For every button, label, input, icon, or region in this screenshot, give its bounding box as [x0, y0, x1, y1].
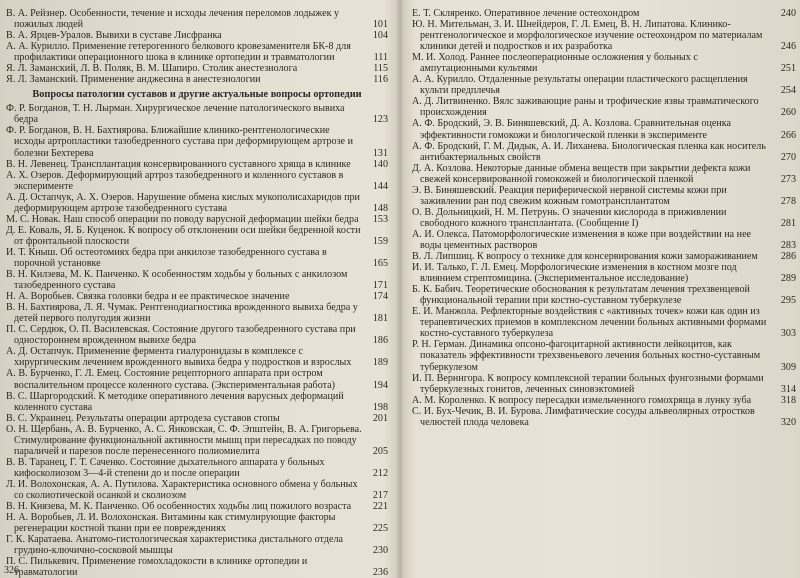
toc-entry-page: 318 [780, 394, 796, 406]
toc-entry [412, 373, 796, 395]
toc-entry [6, 63, 388, 74]
toc-entry [6, 125, 388, 158]
toc-entry [6, 8, 388, 30]
toc-entry [412, 8, 796, 19]
toc-entry-text: А. Д. Остапчук, А. Х. Озеров. Нарушение обмена кислых мукополисахаридов при деформирующем артрозе тазобедренного сустава [6, 191, 360, 214]
entries-right [412, 8, 796, 428]
toc-entry [6, 291, 388, 302]
toc-entry-page: 286 [780, 251, 796, 263]
toc-entry-page: 251 [780, 63, 796, 75]
toc-entry-text: В. Н. Бахтиярова, Л. Я. Чумак. Рентгенодиагностика врожденного вывиха бедра у детей первого полугодия жизни [6, 302, 358, 325]
toc-entry-page: 281 [780, 217, 796, 229]
toc-entry-text: А. А. Курилло. Применение гетерогенного белкового кровезаменителя БК-8 для профилактики операционного шока в клинике ортопедии и травматологии [6, 41, 351, 64]
toc-entry-text: В. В. Таранец, Г. Т. Саченко. Состояние дыхательного аппарата у больных кифосколиозом 3—4-й степени до и после операции [6, 456, 325, 479]
toc-entry-page: 205 [372, 445, 388, 457]
toc-entry-text: Н. А. Воробьев, Л. И. Волохонская. Витамины как стимулирующие факторы регенерации костной ткани при ее повреждениях [6, 512, 336, 535]
toc-entry-text: П. С. Пилькевич. Применение гомохладокости в клинике ортопедии и травматологии [6, 556, 308, 578]
entries-top [6, 8, 388, 85]
toc-entry [412, 262, 796, 284]
toc-entry [412, 163, 796, 185]
toc-entry-text: Ф. Р. Богданов, В. Н. Бахтиярова. Ближайшие клинико-рентгенологические исходы артропластики тазобедренного сустава при деформирующем артрозе и болезни Бехтерева [6, 125, 353, 159]
toc-entry-page: 295 [780, 295, 796, 307]
toc-entry-page: 236 [372, 567, 388, 578]
toc-entry [6, 269, 388, 291]
toc-entry-page: 186 [372, 335, 388, 347]
toc-entry-page: 165 [372, 257, 388, 269]
toc-entry-page: 254 [780, 85, 796, 97]
toc-entry-text: Э. В. Биняшевский. Реакция периферической нервной системы кожи при заживлении ран под свежим кожным гомотрансплантатом [412, 184, 727, 207]
toc-entry-text: Г. К. Каратаева. Анатомо-гистологическая характеристика дистального отдела грудино-ключично-сосковой мышцы [6, 534, 343, 557]
toc-entry [6, 413, 388, 424]
toc-entry-page: 123 [372, 114, 388, 126]
toc-entry-text: А. И. Олекса. Патоморфологические изменения в коже при воздействии на нее воды цементных растворов [412, 228, 752, 251]
toc-entry [6, 534, 388, 556]
toc-entry [6, 214, 388, 225]
toc-entry [412, 284, 796, 306]
toc-entry [6, 512, 388, 534]
toc-entry-text: Н. А. Воробьев. Связка головки бедра и ее практическое значение [6, 291, 290, 303]
toc-entry-page: 309 [780, 361, 796, 373]
toc-entry-page: 273 [780, 173, 796, 185]
toc-entry [412, 339, 796, 372]
toc-entry-page: 104 [372, 30, 388, 42]
toc-entry-text: В. С. Шаргородский. К методике оперативного лечения варусных деформаций коленного сустава [6, 390, 344, 413]
toc-entry [6, 424, 388, 457]
toc-entry-page: 174 [372, 291, 388, 303]
toc-entry-text: Д. Е. Коваль, Я. Б. Куценок. К вопросу об отклонении оси шейки бедренной кости от фронтальной плоскости [6, 224, 361, 247]
toc-entry-text: А. Д. Литвиненко. Вялс заживающие раны и трофические язвы травматического происхождения [412, 96, 759, 119]
toc-entry [6, 41, 388, 63]
toc-entry [6, 159, 388, 170]
toc-entry-text: А. Ф. Бродский, Э. В. Биняшевский, Д. А. Козлова. Сравнительная оценка эффективности гомокожи и биологической пленки в эксперименте [412, 118, 731, 141]
toc-entry-text: Я. Л. Заманский. Применение анджесина в анестезиологии [6, 74, 261, 86]
toc-entry-page: 111 [373, 52, 388, 64]
toc-entry [6, 556, 388, 578]
toc-entry [6, 346, 388, 368]
toc-entry-page: 194 [372, 379, 388, 391]
toc-entry [6, 324, 388, 346]
toc-entry-text: С. И. Бух-Чечик, В. И. Бурова. Лимфатические сосуды альвеолярных отростков челюстей плода человека [412, 405, 755, 428]
toc-entry-text: Е. Т. Скляренко. Оперативное лечение остеохондром [412, 8, 640, 19]
toc-entry-page: 201 [372, 412, 388, 424]
toc-entry-text: А. М. Короленко. К вопросу пересадки измельченного гомохряща в лунку зуба [412, 394, 752, 406]
toc-entry-text: М. С. Новак. Наш способ операции по поводу варусной деформации шейки бедра [6, 213, 359, 225]
toc-entry-page: 266 [780, 129, 796, 141]
toc-entry-page: 225 [372, 523, 388, 535]
toc-entry [6, 501, 388, 512]
toc-entry-text: И. Т. Кныш. Об остеотомиях бедра при анкилозе тазобедренного сустава в порочной установке [6, 246, 327, 269]
toc-entry-text: А. А. Курилло. Отдаленные результаты операции пластического расщепления культи предплечья [412, 74, 748, 97]
toc-entry-page: 115 [373, 63, 388, 75]
toc-entry-text: М. И. Холод. Раннее послеоперационные осложнения у больных с ампутационными культями [412, 52, 698, 75]
toc-entry-text: Е. И. Манжола. Рефлекторные воздействия с «активных точек» кожи как один из терапевтических приемов в комплексном лечении больных активными формами костно-суставного туберкулеза [412, 306, 767, 340]
toc-entry-text: Л. И. Волохонская, А. А. Путилова. Характеристика основного обмена у больных со сколиотической осанкой и сколиозом [6, 478, 358, 501]
toc-entry-page: 181 [372, 313, 388, 325]
entries-main [6, 103, 388, 578]
toc-entry [412, 52, 796, 74]
toc-entry-text: А. В. Бурченко, Г. Л. Емец. Состояние рецепторного аппарата при остром воспалительном процессе коленного сустава. (Экспериментальная работа) [6, 368, 335, 391]
page-gutter [396, 0, 404, 578]
toc-entry [6, 368, 388, 390]
toc-entry [6, 225, 388, 247]
right-page [412, 8, 796, 568]
toc-entry [6, 479, 388, 501]
toc-entry [6, 302, 388, 324]
toc-entry-text: И. И. Талько, Г. Л. Емец. Морфологические изменения в костном мозге под влиянием стрептомицина. (Экспериментальное исследование) [412, 262, 737, 285]
toc-entry [6, 74, 388, 85]
toc-entry [412, 207, 796, 229]
toc-entry [412, 406, 796, 428]
toc-entry-text: В. Л. Липшиц. К вопросу о технике для консервирования кожи замораживанием [412, 251, 758, 263]
page-number-left: 326 [4, 565, 19, 576]
toc-entry [412, 74, 796, 96]
toc-entry [6, 457, 388, 479]
toc-entry [6, 170, 388, 192]
toc-entry-page: 230 [372, 545, 388, 557]
toc-entry-text: Д. А. Козлова. Некоторые данные обмена веществ при закрытии дефекта кожи свежей консервированной гомокожей и биологической пленкой [412, 162, 751, 185]
toc-entry-text: О. Н. Щербань, А. В. Бурченко, А. С. Янковская, С. Ф. Эпштейн, В. А. Григорьева. Стимулирование функциональной активности мышц при пересадках по поводу параличей и парезов после перенесенного полиомиелита [6, 423, 362, 457]
toc-entry-text: В. А. Ярцев-Уралов. Вывихи в суставе Лисфранка [6, 30, 222, 42]
toc-entry-page: 320 [780, 416, 796, 428]
toc-entry-text: П. С. Сердюк, О. П. Василевская. Состояние другого тазобедренного сустава при одностороннем врожденном вывихе бедра [6, 324, 356, 347]
toc-entry-text: Б. К. Бабич. Теоретические обоснования к результатам лечения трехзвенцевой функциональной терапии при костно-суставном туберкулезе [412, 284, 750, 307]
toc-entry-text: В. А. Рейзнер. Особенности, течение и исходы лечения переломов лодыжек у пожилых людей [6, 8, 340, 31]
toc-entry-page: 303 [780, 328, 796, 340]
toc-entry-page: 278 [780, 195, 796, 207]
toc-entry-page: 283 [780, 239, 796, 251]
toc-entry-page: 198 [372, 401, 388, 413]
toc-entry-text: А. Ф. Бродский, Г. М. Дидык, А. И. Лиханева. Биологическая пленка как носитель антибактериальных свойств [412, 140, 766, 163]
toc-entry-page: 246 [780, 41, 796, 53]
toc-entry-page: 260 [780, 107, 796, 119]
section-title: Вопросы патологии суставов и другие актуальные вопросы ортопедии [32, 89, 362, 101]
toc-entry [412, 185, 796, 207]
toc-entry-page: 270 [780, 151, 796, 163]
toc-entry-page: 116 [373, 74, 388, 86]
toc-entry [412, 141, 796, 163]
toc-entry [6, 247, 388, 269]
toc-entry-page: 189 [372, 357, 388, 369]
toc-entry-page: 131 [372, 147, 388, 159]
toc-entry-text: В. Н. Князева, М. К. Панченко. Об особенностях ходьбы лиц пожилого возраста [6, 501, 352, 513]
toc-entry-text: Я. Л. Заманский, Л. В. Поляк, В. М. Шапиро. Столик анестезиолога [6, 63, 298, 75]
toc-entry-text: И. П. Верннгора. К вопросу комплексной терапии больных фунгозными формами туберкулезных гонитов, леченных синовэктомией [412, 372, 764, 395]
toc-entry-page: 171 [372, 280, 388, 292]
toc-entry-page: 240 [780, 8, 796, 19]
toc-entry-text: В. Н. Кнлзева, М. К. Панченко. К особенностям ходьбы у больных с анкилозом тазобедренного сустава [6, 269, 348, 292]
toc-entry [412, 118, 796, 140]
toc-entry-text: В. С. Украинец. Результаты операции артродеза суставов стопы [6, 412, 280, 424]
toc-entry [6, 103, 388, 125]
toc-entry-page: 314 [780, 383, 796, 395]
toc-entry-text: Ф. Р. Богданов, Т. Н. Лырман. Хирургическое лечение патологического вывиха бедра [6, 103, 345, 126]
toc-entry-text: А. Д. Остапчук. Применение фермента гиалуронидазы в комплексе с хирургическим лечением врожденного вывиха бедра у подростков и взрослых [6, 346, 352, 369]
toc-entry-text: Ю. Н. Мительман, З. И. Шнейдеров, Г. Л. Емец, В. Н. Липатова. Клинико-рентгенологическое и морфологическое изучение остеохондром по материалам клиники детей и подростков и их разработка [412, 19, 763, 53]
toc-entry-text: А. Х. Озеров. Деформирующий артроз тазобедренного и коленного суставов в эксперименте [6, 169, 344, 192]
toc-entry [412, 306, 796, 339]
toc-entry-page: 159 [372, 235, 388, 247]
toc-entry [6, 391, 388, 413]
toc-entry-page: 148 [372, 202, 388, 214]
toc-entry [412, 395, 796, 406]
toc-entry-page: 144 [372, 180, 388, 192]
toc-entry-text: О. В. Дольницкий, Н. М. Петрунь. О значении кислорода в приживлении свободного кожного трансплантата. (Сообщение I) [412, 206, 727, 229]
toc-entry [6, 192, 388, 214]
toc-entry-page: 221 [372, 501, 388, 513]
toc-entry-page: 140 [372, 158, 388, 170]
toc-entry-page: 153 [372, 213, 388, 225]
toc-entry-page: 101 [372, 19, 388, 31]
toc-entry [412, 96, 796, 118]
toc-entry [412, 229, 796, 251]
toc-entry-page: 217 [372, 489, 388, 501]
toc-entry-page: 289 [780, 273, 796, 285]
toc-entry-text: Р. Н. Герман. Динамика опсоно-фагоцитарной активности лейкоцитов, как показатель эффективности трехзвеньевого лечения больных костно-суставным туберкулезом [412, 339, 761, 373]
toc-entry [412, 19, 796, 52]
toc-entry [412, 251, 796, 262]
toc-entry-page: 212 [372, 467, 388, 479]
toc-entry-text: В. Н. Левенец. Трансплантация консервированного суставного хряща в клинике [6, 158, 351, 170]
toc-entry [6, 30, 388, 41]
